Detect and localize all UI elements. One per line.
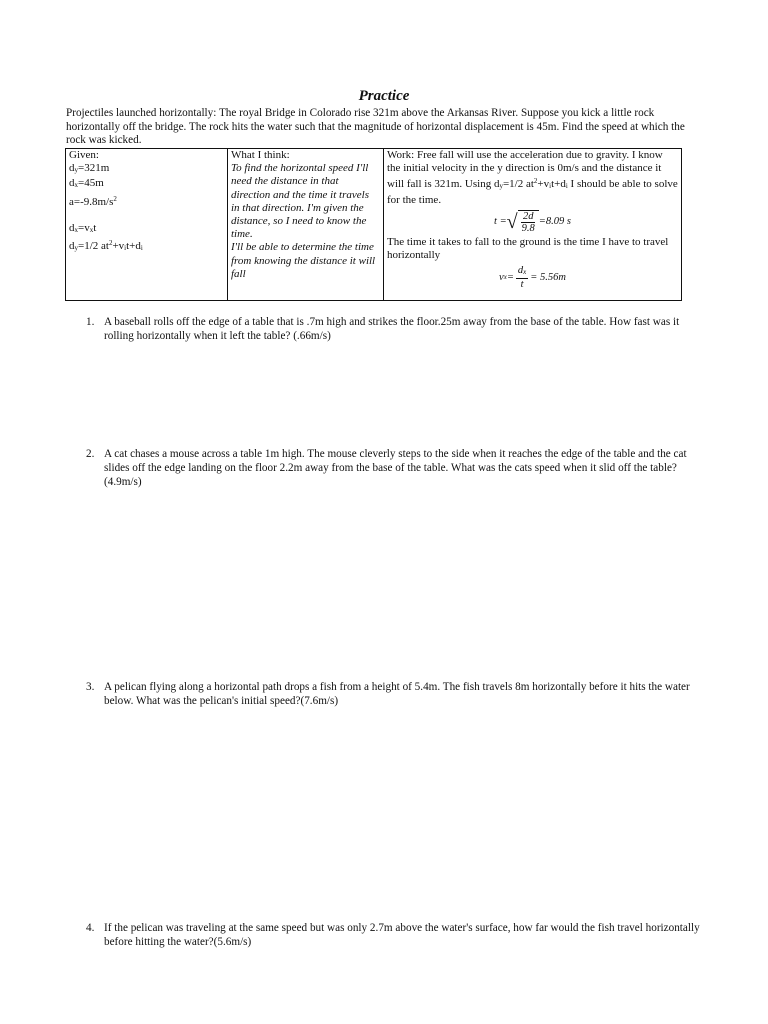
work-text-2: The time it takes to fall to the ground is the time I have to travel horizontally — [387, 235, 669, 262]
given-header: Given: — [69, 149, 99, 161]
question-4: 4. If the pelican was traveling at the same speed but was only 2.7m above the water's surface, how far would the fish travel horizontally before hitting the water?(5.6m/s) — [86, 922, 700, 948]
equation-dy: dy=1/2 $at^2+vit+di$ — [69, 239, 143, 253]
time-formula: t = √ $\frac{2d}{9.8}$ =8.09 s — [494, 210, 571, 234]
equation-dx: dx=vxt — [69, 221, 97, 234]
velocity-formula: v x = $\frac{dx}{t}$ = 5.56m — [499, 265, 566, 291]
work-text: Work: Free fall will use the acceleration due to gravity. I know the initial velocity in the y direction is 0m/s and the distance it will fall is 321m. Using dy=1/2 $at^2+vit+di$ I should be able to solve for the time. — [387, 149, 678, 206]
worksheet-title: Practice — [358, 88, 410, 104]
think-text: To find the horizontal speed I'll need the distance in that direction and the time it travels in that direction. I'm given the distance, so I need to know the time. — [231, 162, 369, 241]
question-3: 3. A pelican flying along a horizontal path drops a fish from a height of 5.4m. The fish travels 8m horizontally before it hits the water below. What was the pelican's initial speed?(7.6m/s) — [86, 681, 690, 707]
work-column — [384, 149, 682, 301]
question-2: 2. A cat chases a mouse across a table 1m high. The mouse cleverly steps to the side when it reaches the edge of the table and the cat slides off the edge landing on the floor 2.2m away from the base of the table. What was the cats speed when it slid off the table? (4.9m/s) — [86, 448, 687, 488]
intro-paragraph: Projectiles launched horizontally: The royal Bridge in Colorado rise 321m above the Arkansas River. Suppose you kick a little rock horizontally off the bridge. The rock hits the water such that the magnitude of horizontal displacement is 45m. Find the speed at which the rock was kicked. — [66, 107, 685, 146]
given-dy: dy=321m — [69, 162, 110, 175]
question-1: 1. A baseball rolls off the edge of a table that is .7m high and strikes the floor.25m away from the base of the table. How fast was it rolling horizontally when it left the table? (.66m/s) — [86, 316, 680, 342]
think-header: What I think: — [231, 149, 290, 161]
given-column — [66, 149, 228, 301]
think-text-2: I'll be able to determine the time from knowing the distance it will fall — [231, 241, 376, 280]
worked-example-table — [65, 148, 682, 301]
given-acceleration: $a=-9.8m/s^2$ — [69, 194, 117, 208]
think-column — [228, 149, 384, 301]
given-dx: dx=45m — [69, 177, 104, 190]
